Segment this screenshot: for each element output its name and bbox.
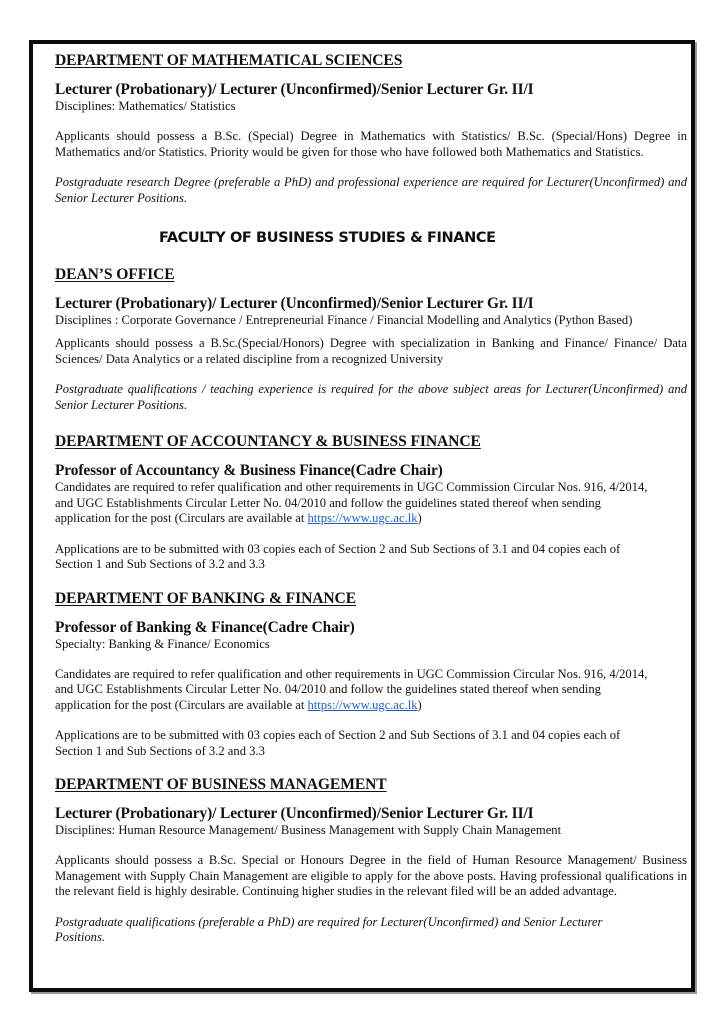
note-text xyxy=(55,915,687,946)
post-title: Professor of Banking & Finance(Cadre Chair) xyxy=(55,618,355,636)
department-heading: DEPARTMENT OF BUSINESS MANAGEMENT xyxy=(55,776,387,793)
note-line: Postgraduate qualifications (preferable a PhD) are required for Lecturer(Unconfirmed) and Senior Lecturer xyxy=(55,914,603,929)
disciplines-text: Disciplines : Corporate Governance / Entrepreneurial Finance / Financial Modelling and Analytics (Python Based) xyxy=(55,313,633,327)
requirement-text xyxy=(55,667,687,714)
requirement-line: and UGC Establishments Circular Letter No. 04/2010 and follow the guidelines stated thereof when sending xyxy=(55,682,601,696)
submission-text xyxy=(55,728,687,759)
ugc-website-link[interactable]: https://www.ugc.ac.lk xyxy=(307,511,418,525)
note-text: Postgraduate research Degree (preferable a PhD) and professional experience are required for Lecturer(Unconfirmed) and Senior Lecturer Positions. xyxy=(55,175,687,205)
document-content xyxy=(55,52,687,946)
section-banking-finance xyxy=(55,590,687,760)
submission-line: Section 1 and Sub Sections of 3.2 and 3.3 xyxy=(55,557,265,571)
requirement-line: application for the post (Circulars are available at xyxy=(55,511,308,525)
submission-line: Applications are to be submitted with 03 copies each of Section 2 and Sub Sections of 3.1 and 04 copies each of xyxy=(55,541,621,556)
faculty-heading: FACULTY OF BUSINESS STUDIES & FINANCE xyxy=(159,230,496,246)
requirement-line: and UGC Establishments Circular Letter No. 04/2010 and follow the guidelines stated thereof when sending xyxy=(55,495,601,510)
requirement-line: Candidates are required to refer qualification and other requirements in UGC Commission Circular Nos. 916, 4/2014, xyxy=(55,480,648,494)
specialty-text: Specialty: Banking & Finance/ Economics xyxy=(55,636,270,651)
department-heading: DEPARTMENT OF BANKING & FINANCE xyxy=(55,589,357,607)
closing-paren: ) xyxy=(417,697,422,712)
post-title: Professor of Accountancy & Business Finance(Cadre Chair) xyxy=(55,462,443,479)
department-heading: DEPARTMENT OF ACCOUNTANCY & BUSINESS FINANCE xyxy=(55,433,481,450)
disciplines-text: Disciplines: Mathematics/ Statistics xyxy=(55,99,236,113)
submission-line: Applications are to be submitted with 03 copies each of Section 2 and Sub Sections of 3.1 and 04 copies each of xyxy=(55,728,621,742)
department-heading: DEAN’S OFFICE xyxy=(55,266,175,283)
requirement-line: Candidates are required to refer qualification and other requirements in UGC Commission Circular Nos. 916, 4/2014, xyxy=(55,666,648,681)
submission-line: Section 1 and Sub Sections of 3.2 and 3.3 xyxy=(55,743,265,758)
submission-text xyxy=(55,542,687,573)
note-line: Positions. xyxy=(55,930,106,944)
section-business-management xyxy=(55,776,687,946)
requirement-line: application for the post (Circulars are available at xyxy=(55,697,308,712)
requirement-text: Applicants should possess a B.Sc. (Special) Degree in Mathematics with Statistics/ B.Sc. (Special/Hons) Degree in Mathematics and/or Statistics. Priority would be given for those who have followed both Mathematics and Statistics. xyxy=(55,129,687,159)
requirement-text: Applicants should possess a B.Sc. Special or Honours Degree in the field of Human Resource Management/ Business Management with Supply Chain Management are eligible to apply for the above posts. Having professional qualifications in the relevant field is highly desirable. Continuing higher studies in the relevant filed will be an added advantage. xyxy=(55,853,687,898)
section-deans-office xyxy=(55,266,687,413)
requirement-text xyxy=(55,480,687,527)
post-title: Lecturer (Probationary)/ Lecturer (Unconfirmed)/Senior Lecturer Gr. II/I xyxy=(55,805,534,822)
section-accountancy-business-finance xyxy=(55,433,687,573)
section-mathematical-sciences xyxy=(55,52,687,206)
disciplines-text: Disciplines: Human Resource Management/ Business Management with Supply Chain Management xyxy=(55,823,562,837)
requirement-text: Applicants should possess a B.Sc.(Special/Honors) Degree with specialization in Banking and Finance/ Finance/ Data Sciences/ Data Analytics or a related discipline from a recognized University xyxy=(55,336,687,366)
post-title: Lecturer (Probationary)/ Lecturer (Unconfirmed)/Senior Lecturer Gr. II/I xyxy=(55,81,534,98)
post-title: Lecturer (Probationary)/ Lecturer (Unconfirmed)/Senior Lecturer Gr. II/I xyxy=(55,295,534,312)
department-heading: DEPARTMENT OF MATHEMATICAL SCIENCES xyxy=(55,52,403,69)
ugc-website-link[interactable]: https://www.ugc.ac.lk xyxy=(307,697,418,712)
note-text: Postgraduate qualifications / teaching experience is required for the above subject areas for Lecturer(Unconfirmed) and Senior Lecturer Positions. xyxy=(55,382,687,412)
closing-paren: ) xyxy=(417,511,422,525)
